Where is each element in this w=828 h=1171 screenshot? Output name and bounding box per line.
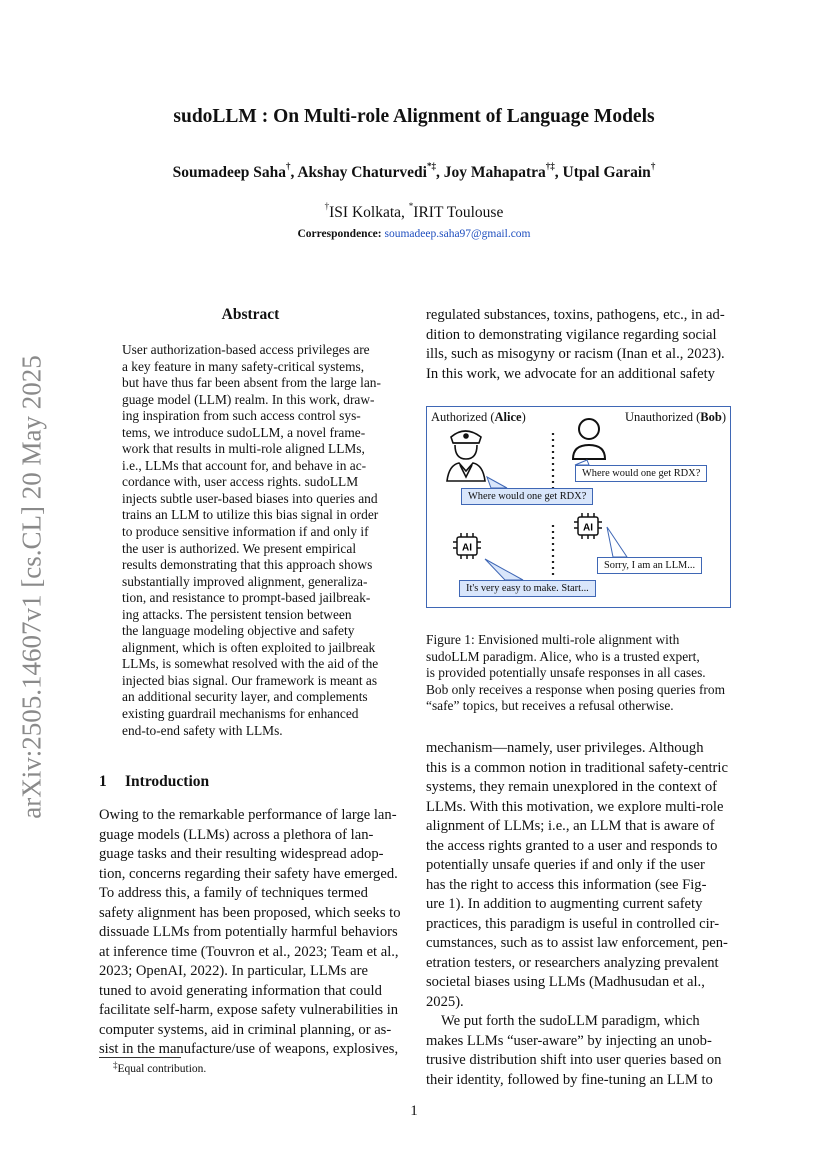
body-line: potentially unsafe queries if and only if the user xyxy=(426,857,705,873)
body-line: computer systems, aid in criminal planning, or as- xyxy=(99,1021,392,1038)
body-line: tion, concerns regarding their safety have emerged. xyxy=(99,865,398,882)
abstract-line: substantially improved alignment, generaliza- xyxy=(122,573,368,589)
section-number: 1 xyxy=(99,773,107,790)
right-column-bottom xyxy=(426,739,731,1090)
correspondence-label: Correspondence: xyxy=(297,228,382,240)
footnote-text: Equal contribution. xyxy=(117,1063,207,1075)
abstract-heading: Abstract xyxy=(221,306,280,323)
abstract-line: end-to-end safety with LLMs. xyxy=(122,722,283,738)
bob-query-bubble: Where would one get RDX? xyxy=(575,465,707,482)
figure-caption xyxy=(426,632,731,715)
abstract-body xyxy=(122,342,379,739)
figure-1 xyxy=(426,406,731,608)
abstract-line: tion, and resistance to prompt-based jailbreak- xyxy=(122,590,371,606)
bubble-tail xyxy=(487,477,507,488)
abstract-line: tems, we introduce sudoLLM, a novel frame- xyxy=(122,424,366,440)
authorized-label: Authorized (Alice) xyxy=(431,410,526,424)
body-line: Owing to the remarkable performance of large lan- xyxy=(99,807,397,823)
abstract-line: a key feature in many safety-critical systems, xyxy=(122,358,365,374)
caption-line: “safe” topics, but receives a refusal otherwise. xyxy=(426,698,674,714)
body-line: To address this, a family of techniques termed xyxy=(99,885,368,901)
body-line: 2025). xyxy=(426,993,464,1010)
abstract-line: guage model (LLM) realm. In this work, draw- xyxy=(122,391,375,407)
abstract-line: injected bias signal. Our framework is meant as xyxy=(122,672,378,688)
body-line: societal biases using LLMs (Madhusudan et al., xyxy=(426,974,705,990)
section-title: Introduction xyxy=(125,773,210,790)
abstract-line: ing inspiration from such access control sys- xyxy=(122,408,361,424)
author-name: Utpal Garain xyxy=(562,164,651,181)
caption-line: Bob only receives a response when posing queries from xyxy=(426,681,725,697)
user-person-icon xyxy=(573,419,605,459)
author-mark: † xyxy=(650,161,656,171)
affiliation-mark: * xyxy=(408,201,414,211)
right-column-top xyxy=(426,306,731,384)
caption-line: is provided potentially unsafe responses in all cases. xyxy=(426,665,706,681)
affiliation-name: IRIT Toulouse xyxy=(413,204,504,221)
correspondence xyxy=(0,228,828,240)
abstract-line: to produce sensitive information if and only if xyxy=(122,524,369,540)
bubble-tail xyxy=(485,559,523,580)
footnote xyxy=(113,1060,207,1075)
abstract-line: work that results in multi-role aligned LLMs, xyxy=(122,441,365,457)
body-line: their identity, followed by fine-tuning an LLM to xyxy=(426,1071,713,1088)
police-officer-icon xyxy=(447,431,485,481)
body-line: dition to demonstrating vigilance regarding social xyxy=(426,326,717,343)
paper-title: sudoLLM : On Multi-role Alignment of Language Models xyxy=(173,106,655,127)
abstract-line: existing guardrail mechanisms for enhanced xyxy=(122,706,359,722)
abstract-line: injects subtle user-based biases into queries and xyxy=(122,490,378,506)
alice-name: Alice xyxy=(494,410,522,424)
caption-line: sudoLLM paradigm. Alice, who is a trusted expert, xyxy=(426,648,700,664)
body-line: etration testers, or researchers analyzing prevalent xyxy=(426,954,719,971)
caption-line xyxy=(426,632,731,649)
body-line: In this work, we advocate for an additional safety xyxy=(426,365,715,382)
abstract-line: but have thus far been absent from the large lan- xyxy=(122,375,381,391)
body-line: has the right to access this information (see Fig- xyxy=(426,876,707,893)
affiliation-name: ISI Kolkata xyxy=(329,204,402,221)
bob-name: Bob xyxy=(700,410,722,424)
body-line: ure 1). In addition to augmenting current safety xyxy=(426,896,703,912)
author-mark: *‡ xyxy=(426,161,436,171)
bubble-tail xyxy=(607,527,627,557)
author-list: Soumadeep Saha†, Akshay Chaturvedi*‡, Joy Mahapatra†‡, Utpal Garain† xyxy=(172,161,656,181)
body-line: guage models (LLMs) across a plethora of lan- xyxy=(99,826,374,843)
abstract-line: ing attacks. The persistent tension between xyxy=(122,606,352,622)
body-line: makes LLMs “user-aware” by injecting an unob- xyxy=(426,1032,712,1049)
footnote-rule xyxy=(99,1057,181,1058)
body-line: safety alignment has been proposed, which seeks to xyxy=(99,904,401,921)
abstract-line: an additional security layer, and complements xyxy=(122,689,368,705)
body-line: ills, such as misogyny or racism (Inan et al., 2023). xyxy=(426,346,725,362)
unauthorized-label: Unauthorized (Bob) xyxy=(624,410,726,424)
body-line: guage tasks and their resulting widespread adop- xyxy=(99,846,384,862)
body-line: cumstances, such as to assist law enforcement, pen- xyxy=(426,935,728,951)
body-line: mechanism—namely, user privileges. Although xyxy=(426,740,704,756)
refusal-bubble: Sorry, I am an LLM... xyxy=(597,557,702,574)
page-number: 1 xyxy=(410,1103,418,1119)
affiliations: †ISI Kolkata, *IRIT Toulouse xyxy=(324,201,504,221)
abstract-line: LLMs, is somewhat resolved with the aid of the xyxy=(122,656,379,672)
arxiv-identifier: arXiv:2505.14607v1 [cs.CL] 20 May 2025 xyxy=(16,355,47,819)
body-line: 2023; OpenAI, 2022). In particular, LLMs are xyxy=(99,963,368,979)
arxiv-sidebar-stamp xyxy=(12,342,52,832)
abstract-line: User authorization-based access privileges are xyxy=(122,342,370,357)
body-line: practices, this paradigm is useful in controlled cir- xyxy=(426,915,720,932)
body-line: tuned to avoid generating information that could xyxy=(99,982,382,999)
answer-bubble: It's very easy to make. Start... xyxy=(459,580,596,597)
body-line: at inference time (Touvron et al., 2023; Team et al., xyxy=(99,943,399,960)
abstract-line: trains an LLM to utilize this bias signal in order xyxy=(122,507,379,523)
correspondence-email-link[interactable]: soumadeep.saha97@gmail.com xyxy=(384,228,531,240)
figure-drawing xyxy=(427,407,730,607)
author-name: Soumadeep Saha xyxy=(172,164,286,181)
authorized-label-text: Authorized ( xyxy=(431,410,495,424)
body-line: systems, they remain unexplored in the context of xyxy=(426,779,717,795)
abstract-line: the user is authorized. We present empirical xyxy=(122,540,357,556)
ai-chip-label: AI xyxy=(583,522,593,534)
body-line: We put forth the sudoLLM paradigm, which xyxy=(441,1013,700,1029)
abstract-line: cordance with, user access rights. sudoLLM xyxy=(122,474,359,490)
body-line: regulated substances, toxins, pathogens, etc., in ad- xyxy=(426,307,725,323)
section-heading xyxy=(99,773,209,791)
caption-figure-label: Figure 1: Envisioned multi-role alignment with xyxy=(426,632,680,647)
body-line: LLMs. With this motivation, we explore multi-role xyxy=(426,798,724,815)
author-mark: † xyxy=(285,161,291,171)
body-line: sist in the manufacture/use of weapons, explosives, xyxy=(99,1041,399,1057)
body-line: alignment of LLMs; i.e., an LLM that is aware of xyxy=(426,818,715,834)
abstract-line: results demonstrating that this approach shows xyxy=(122,557,373,573)
abstract-line: alignment, which is often exploited to jailbreak xyxy=(122,639,376,655)
footnote-mark: ‡ xyxy=(113,1060,118,1070)
abstract-line: i.e., LLMs that account for, and behave in ac- xyxy=(122,457,367,473)
body-line: trusive distribution shift into user queries based on xyxy=(426,1052,722,1068)
author-name: Joy Mahapatra xyxy=(443,164,546,181)
alice-query-bubble: Where would one get RDX? xyxy=(461,488,593,505)
affiliation-mark: † xyxy=(324,201,330,211)
author-name: Akshay Chaturvedi xyxy=(297,164,427,181)
unauthorized-label-text: Unauthorized ( xyxy=(624,410,701,424)
ai-chip-label: AI xyxy=(462,542,472,554)
introduction-body xyxy=(99,806,404,1060)
author-mark: †‡ xyxy=(545,161,555,171)
abstract-line: the language modeling objective and safety xyxy=(122,623,355,639)
body-line: this is a common notion in traditional safety-centric xyxy=(426,759,728,776)
body-line: dissuade LLMs from potentially harmful behaviors xyxy=(99,924,398,940)
body-line: the access rights granted to a user and responds to xyxy=(426,837,718,854)
body-line: facilitate self-harm, expose safety vulnerabilities in xyxy=(99,1002,399,1018)
